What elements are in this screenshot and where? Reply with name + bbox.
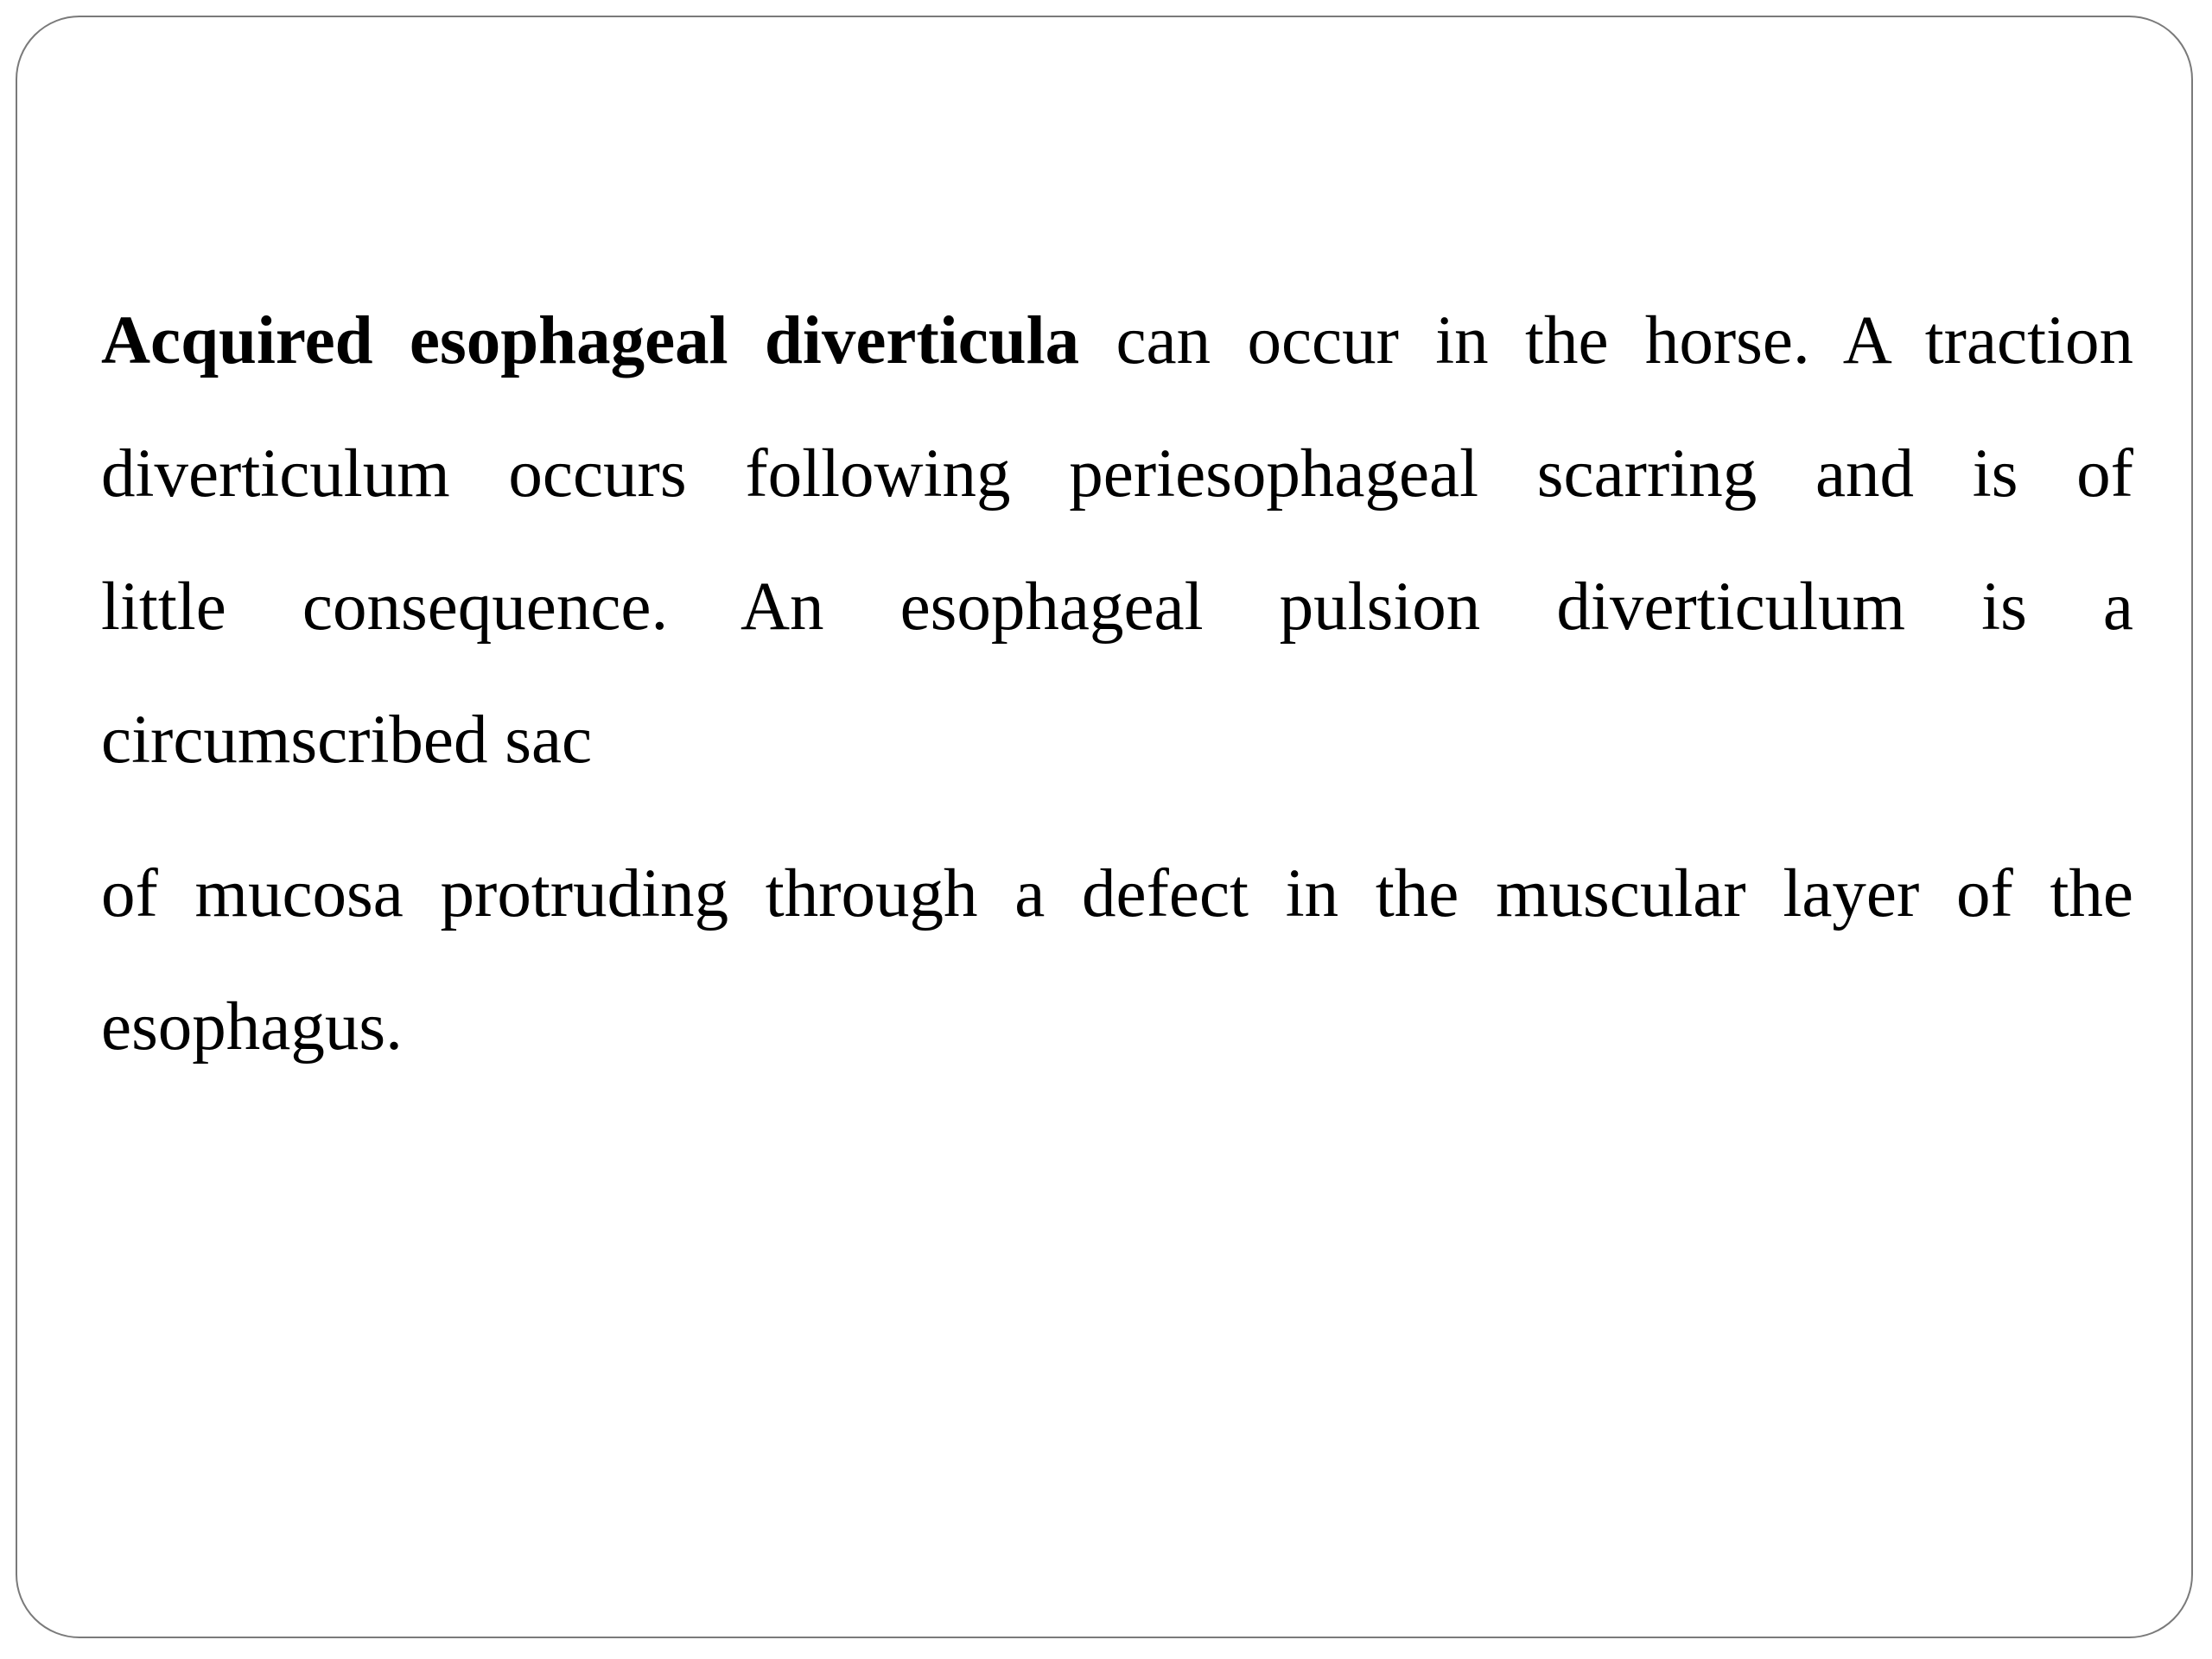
bold-term: Acquired esophageal diverticula	[101, 303, 1080, 378]
slide-body	[101, 275, 2133, 1094]
paragraph-1-line-1	[101, 275, 2133, 408]
paragraph-1-line-2: diverticulum occurs following periesophageal scarring and is of	[101, 436, 2133, 512]
paragraph-1-line-4: circumscribed sac	[101, 702, 593, 778]
paragraph-1-line-3: little consequence. An esophageal pulsion diverticulum is a	[101, 569, 2133, 645]
paragraph-1	[101, 275, 2133, 807]
paragraph-2	[101, 828, 2133, 1094]
paragraph-2-line-2: esophagus.	[101, 989, 403, 1065]
paragraph-2-line-1: of mucosa protruding through a defect in the muscular layer of the	[101, 856, 2133, 931]
paragraph-1-line-1-text: can occur in the horse. A traction	[1079, 303, 2133, 378]
